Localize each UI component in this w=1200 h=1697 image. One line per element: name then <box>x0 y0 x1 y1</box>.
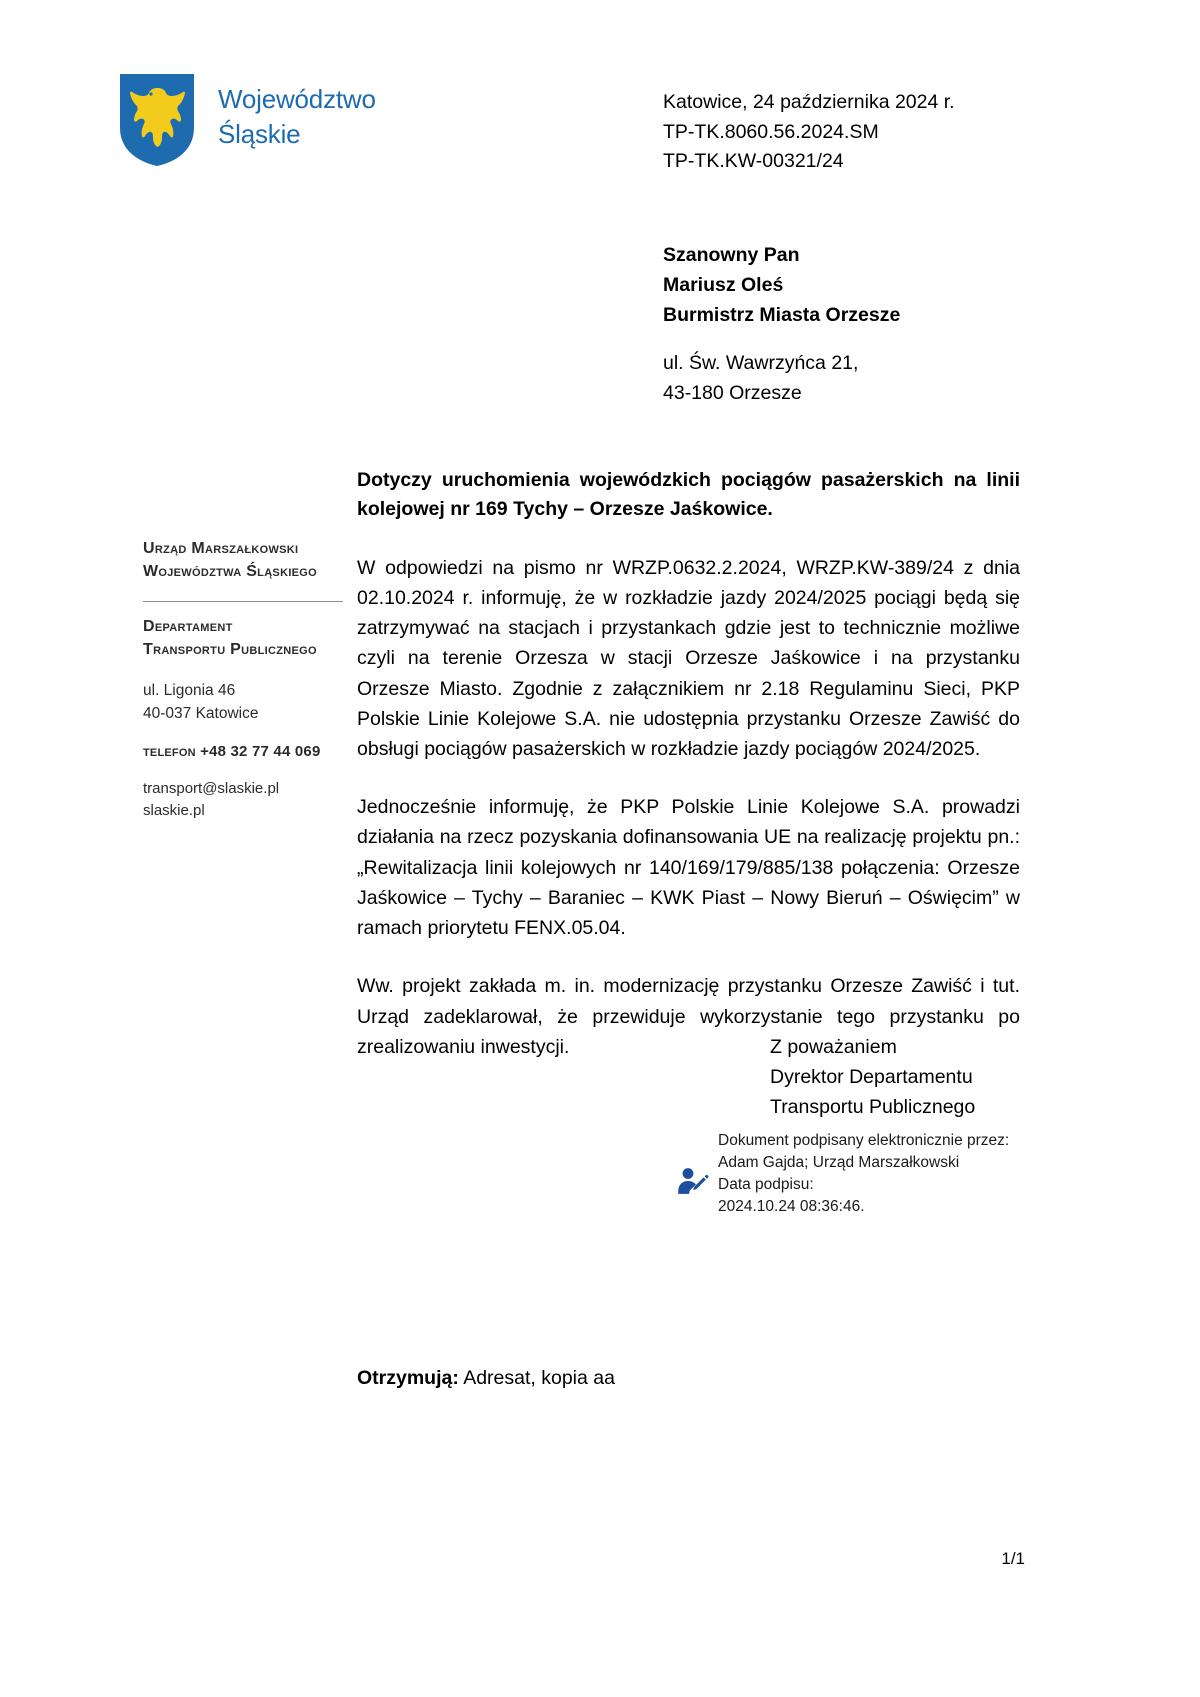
electronic-signature-stamp <box>675 1130 1009 1218</box>
closing-title-line-2: Transportu Publicznego <box>770 1095 976 1118</box>
email-address[interactable]: transport@slaskie.pl <box>143 780 280 798</box>
page-number: 1/1 <box>1001 1549 1025 1568</box>
address-city: 40-037 Katowice <box>143 704 259 722</box>
signature-line-1: Dokument podpisany elektronicznie przez: <box>718 1132 1010 1149</box>
signature-line-3: Data podpisu: <box>718 1176 814 1193</box>
closing-block <box>770 1033 975 1122</box>
header-reference-block <box>663 88 955 177</box>
addressee-street: ul. Św. Wawrzyńca 21, <box>663 351 859 374</box>
addressee-city: 43-180 Orzesze <box>663 381 802 404</box>
letter-body <box>357 466 1020 1090</box>
signature-line-4: 2024.10.24 08:36:46. <box>718 1198 865 1215</box>
website-address[interactable]: slaskie.pl <box>143 802 205 820</box>
department-line-1: Departament <box>143 618 233 636</box>
recipients-line <box>357 1367 615 1390</box>
closing-regards: Z poważaniem <box>770 1036 897 1058</box>
closing-title-line-1: Dyrektor Departamentu <box>770 1065 973 1088</box>
letter-paragraph-3: Ww. projekt zakłada m. in. modernizację przystanku Orzesze Zawiść i tut. Urząd zadeklarował, że przewiduje wykorzystanie tego przystanku po zrealizowaniu inwestycji. <box>357 975 1020 1058</box>
letter-paragraph-2: Jednocześnie informuję, że PKP Polskie Linie Kolejowe S.A. prowadzi działania na rzecz pozyskania dofinansowania UE na realizację projektu pn.: „Rewitalizacja linii kolejowych nr 140/169/179/885/138 połączenia: Orzesze Jaśkowice – Tychy – Baraniec – KWK Piast – Nowy Bieruń – Oświęcim” w ramach priorytetu FENX.05.04. <box>357 796 1020 940</box>
addressee-title: Burmistrz Miasta Orzesze <box>663 304 901 327</box>
signature-line-2: Adam Gajda; Urząd Marszałkowski <box>718 1154 960 1171</box>
addressee-name: Mariusz Oleś <box>663 274 784 297</box>
sender-department <box>143 616 353 661</box>
office-line-1: Urząd Marszałkowski <box>143 540 299 557</box>
place-and-date: Katowice, 24 października 2024 r. <box>663 91 955 113</box>
recipients-label: Otrzymują: <box>357 1367 459 1389</box>
logo-line-2: Śląskie <box>218 118 301 149</box>
address-street: ul. Ligonia 46 <box>143 681 236 699</box>
addressee-block <box>663 240 900 408</box>
sender-telephone <box>143 743 353 760</box>
addressee-spacer <box>663 331 900 348</box>
signature-details <box>718 1130 1009 1218</box>
sender-address <box>143 680 353 726</box>
document-header <box>0 0 1200 200</box>
letter-subject: Dotyczy uruchomienia wojewódzkich pociągów pasażerskich na linii kolejowej nr 169 Tychy – Orzesze Jaśkowice. <box>357 469 1020 520</box>
province-logo <box>118 72 376 168</box>
office-line-2: Województwa Śląskiego <box>143 562 318 580</box>
department-line-2: Transportu Publicznego <box>143 641 317 659</box>
sidebar-divider <box>143 601 343 602</box>
telephone-value: telefon +48 32 77 44 069 <box>143 743 321 761</box>
sender-sidebar <box>143 538 353 840</box>
signed-person-pencil-icon <box>675 1164 709 1198</box>
letter-paragraph-1: W odpowiedzi na pismo nr WRZP.0632.2.2024, WRZP.KW-389/24 z dnia 02.10.2024 r. informuję, że w rozkładzie jazdy 2024/2025 pociągi będą się zatrzymywać na stacjach i przystankach gdzie jest to technicznie możliwe czyli na terenie Orzesza w stacji Orzesze Jaśkowice i na przystanku Orzesze Miasto. Zgodnie z załącznikiem nr 2.18 Regulaminu Sieci, PKP Polskie Linie Kolejowe S.A. nie udostępnia przystanku Orzesze Zawiść do obsługi pociągów pasażerskich w rozkładzie jazdy pociągów 2024/2025. <box>357 556 1020 761</box>
province-logo-text <box>218 82 376 151</box>
silesian-eagle-crest-icon <box>118 72 196 168</box>
sender-office <box>143 538 353 583</box>
recipients-value: Adresat, kopia aa <box>458 1367 615 1389</box>
logo-line-1: Województwo <box>218 84 376 114</box>
reference-number-primary: TP-TK.8060.56.2024.SM <box>663 120 879 143</box>
reference-number-secondary: TP-TK.KW-00321/24 <box>663 150 844 173</box>
addressee-salutation: Szanowny Pan <box>663 244 800 266</box>
sender-contact <box>143 778 353 822</box>
